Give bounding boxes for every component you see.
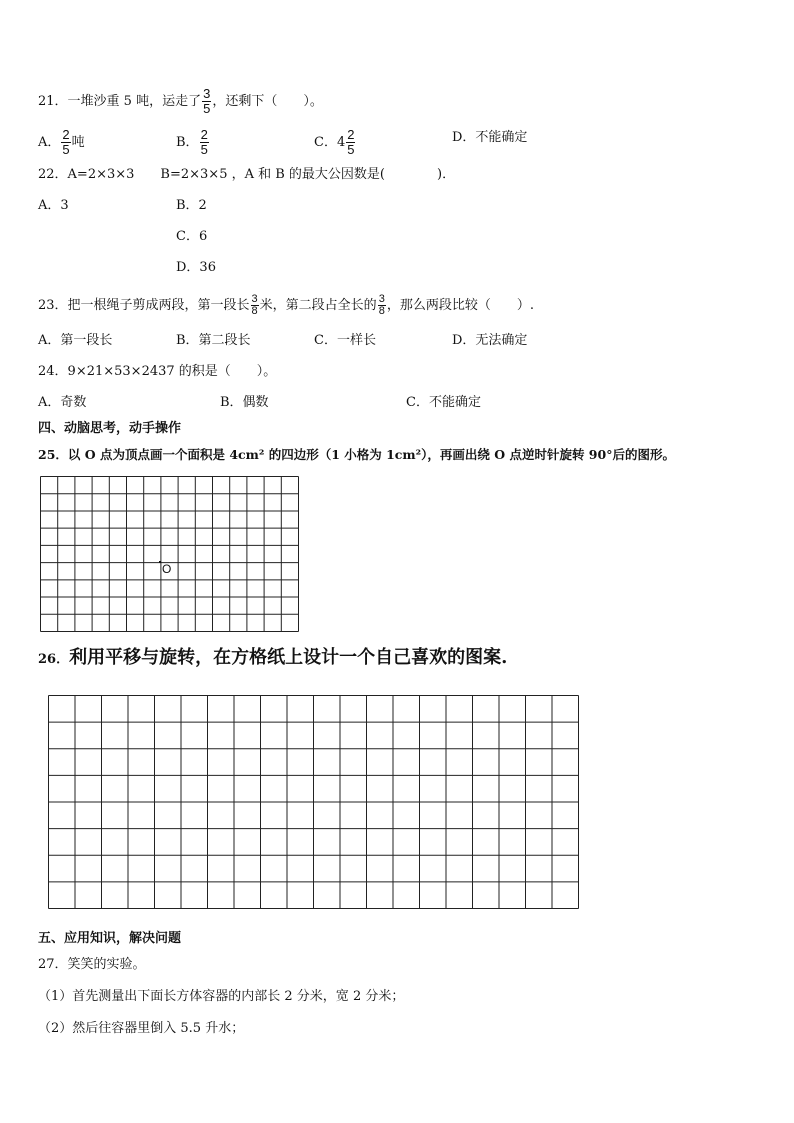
q25-origin-label: O xyxy=(162,562,172,576)
q21-option-a[interactable]: A． $\frac{2}{5}$ 吨 xyxy=(38,127,85,157)
q21-option-c[interactable]: C．4 $\frac{2}{5}$ xyxy=(314,127,355,157)
q24-option-a[interactable]: A．奇数 xyxy=(38,395,87,410)
q21-option-d[interactable]: D．不能确定 xyxy=(452,130,528,145)
q22-option-d[interactable]: D．36 xyxy=(176,260,216,275)
q21-c-fraction: $\frac{2}{5}$ xyxy=(347,127,355,157)
q23-fraction-1: $\frac{3}{8}$ xyxy=(251,293,258,317)
q26-text: 利用平移与旋转，在方格纸上设计一个自己喜欢的图案. xyxy=(69,647,508,668)
q24-option-c[interactable]: C．不能确定 xyxy=(406,395,481,410)
q23-option-b[interactable]: B．第二段长 xyxy=(176,333,251,348)
section-4-heading: 四、动脑思考，动手操作 xyxy=(38,421,182,436)
q27-step-1: （1）首先测量出下面长方体容器的内部长 2 分米，宽 2 分米； xyxy=(38,989,405,1004)
section-5-heading: 五、应用知识，解决问题 xyxy=(38,931,182,946)
q24-option-b[interactable]: B．偶数 xyxy=(220,395,269,410)
q22-option-b[interactable]: B．2 xyxy=(176,198,207,213)
q23-option-c[interactable]: C．一样长 xyxy=(314,333,376,348)
q25-origin-point xyxy=(159,561,161,563)
q21-option-b[interactable]: B． $\frac{2}{5}$ xyxy=(176,127,208,157)
q26-stem xyxy=(38,648,507,670)
q25-grid[interactable] xyxy=(40,476,299,632)
q21-b-fraction: $\frac{2}{5}$ xyxy=(200,127,208,157)
q26-grid[interactable] xyxy=(48,695,579,909)
q23-fraction-2: $\frac{3}{8}$ xyxy=(378,293,385,317)
q21-stem-post: ，还剩下（ ）。 xyxy=(212,94,323,109)
q26-number: 26． xyxy=(38,652,70,667)
q22-option-a[interactable]: A．3 xyxy=(38,198,69,213)
q21-a-fraction: $\frac{2}{5}$ xyxy=(62,127,70,157)
q21-stem-pre: 21．一堆沙重 5 吨，运走了 xyxy=(38,94,202,109)
q23-stem: 23．把一根绳子剪成两段，第一段长 $\frac{3}{8}$ 米，第二段占全长的 $\frac{3}{8}$ ，那么两段比较（ ）. xyxy=(38,293,534,317)
q25-stem: 25．以 O 点为顶点画一个面积是 4cm² 的四边形（1 小格为 1cm²），再画出绕 O 点逆时针旋转 90°后的图形。 xyxy=(38,447,675,462)
q22-stem: 22．A=2×3×3 B=2×3×5 ，A 和 B 的最大公因数是( )． xyxy=(38,167,456,182)
q27-step-2: （2）然后往容器里倒入 5.5 升水； xyxy=(38,1021,245,1036)
q23-option-d[interactable]: D．无法确定 xyxy=(452,333,528,348)
q27-stem: 27．笑笑的实验。 xyxy=(38,957,146,972)
q24-stem: 24．9×21×53×2437 的积是（ ）。 xyxy=(38,364,277,379)
q23-option-a[interactable]: A．第一段长 xyxy=(38,333,113,348)
q21-stem xyxy=(38,87,323,116)
q21-fraction: $\frac{3}{5}$ xyxy=(203,86,211,116)
q22-option-c[interactable]: C．6 xyxy=(176,229,208,244)
